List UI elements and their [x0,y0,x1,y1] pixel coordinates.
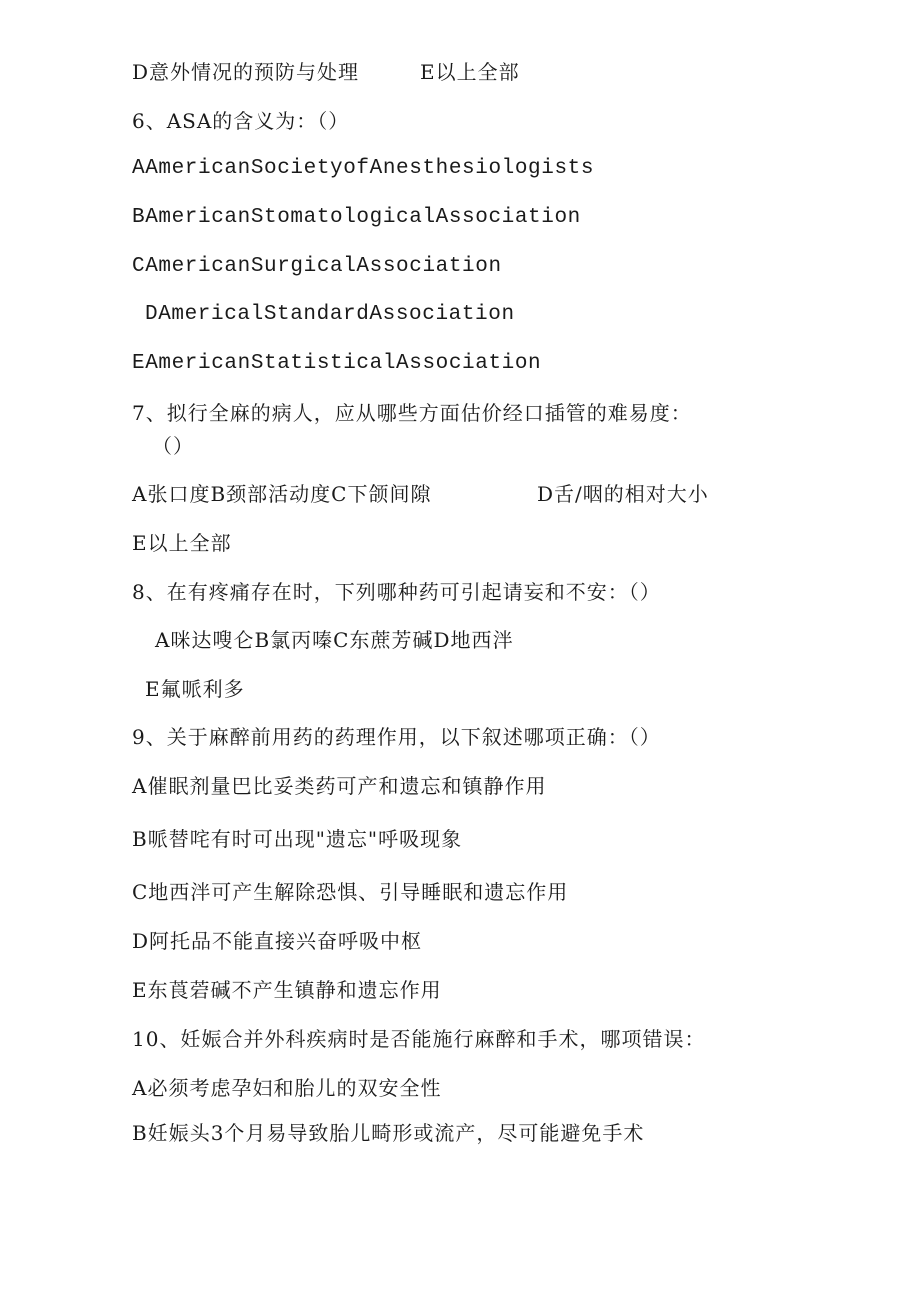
q10-stem: 10、妊娠合并外科疾病时是否能施行麻醉和手术，哪项错误： [132,1027,706,1051]
q9-option-b: B哌替咤有时可出现"遗忘"呼吸现象 [132,827,463,851]
q5-option-d: D意外情况的预防与处理 [132,60,360,84]
q9-option-e: E东莨菪碱不产生镇静和遗忘作用 [132,978,442,1002]
q6-option-d: DAmericalStandardAssociation [145,303,515,326]
q10-option-a: A必须考虑孕妇和胎儿的双安全性 [132,1076,442,1100]
q8-option-e: E氟哌利多 [145,677,245,701]
q6-option-c: CAmericanSurgicalAssociation [132,255,502,278]
q9-option-c: C地西泮可产生解除恐惧、引导睡眠和遗忘作用 [132,880,569,904]
q6-option-e: EAmericanStatisticalAssociation [132,352,542,375]
q7-option-d: D舌/咽的相对大小 [537,482,709,506]
q7-option-e: E以上全部 [132,531,232,555]
q6-option-b: BAmericanStomatologicalAssociation [132,206,581,229]
q9-stem: 9、关于麻醉前用药的药理作用，以下叙述哪项正确：（） [132,725,661,749]
q10-option-b: B妊娠头3个月易导致胎儿畸形或流产，尽可能避免手术 [132,1121,645,1145]
q7-stem: 7、拟行全麻的病人，应从哪些方面估价经口插管的难易度： [132,401,692,425]
q6-option-a: AAmericanSocietyofAnesthesiologists [132,157,595,180]
q6-stem: 6、ASA的含义为：（） [132,109,350,133]
q8-options-abcd: A咪达嗖仑B氯丙嗪C东蔗芳碱D地西泮 [155,628,514,652]
q5-option-e: E以上全部 [420,60,520,84]
q9-option-d: D阿托品不能直接兴奋呼吸中枢 [132,929,423,953]
q7-stem-continuation: （） [152,434,194,458]
q7-options-abc: A张口度B颈部活动度C下颌间隙 [132,482,432,506]
q8-stem: 8、在有疼痛存在时，下列哪种药可引起请妄和不安：（） [132,580,661,604]
q9-option-a: A催眠剂量巴比妥类药可产和遗忘和镇静作用 [132,774,547,798]
